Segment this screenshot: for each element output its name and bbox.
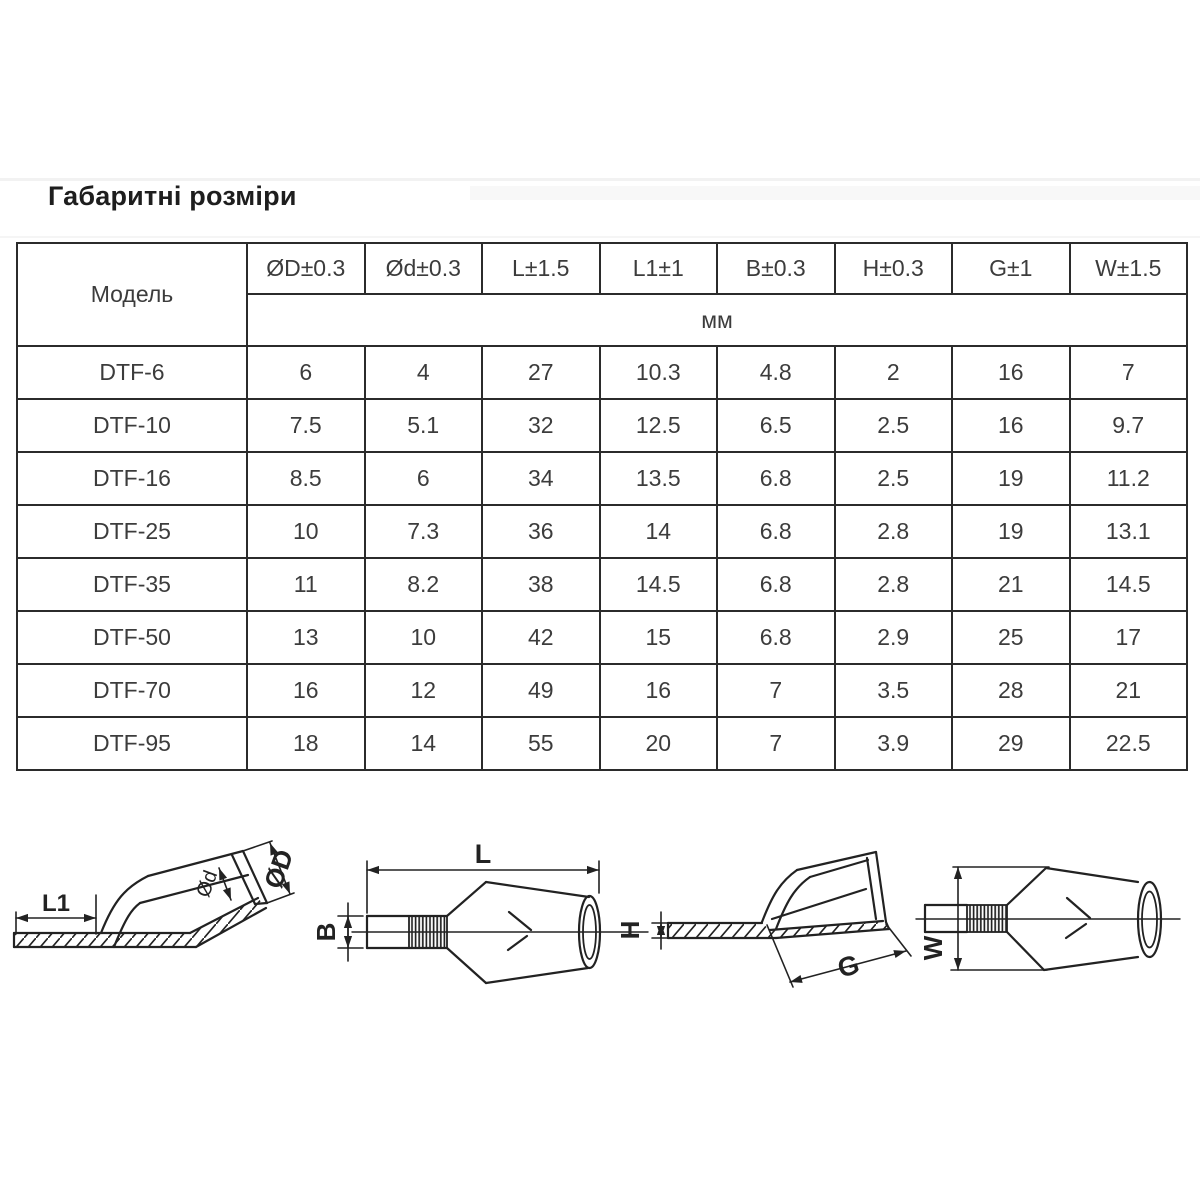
value-cell: 6.8 [717,558,835,611]
table-row-dtf-16 [17,452,1187,505]
value-cell: 6.8 [717,452,835,505]
label-w: W [918,935,948,961]
value-cell: 38 [482,558,600,611]
value-cell: 6.5 [717,399,835,452]
value-cell: 2.5 [835,399,953,452]
table-row-dtf-6 [17,346,1187,399]
value-cell: 14 [365,717,483,770]
model-cell: DTF-95 [17,717,247,770]
value-cell: 4 [365,346,483,399]
dim-header-1: Ød±0.3 [365,243,483,294]
dim-header-7: W±1.5 [1070,243,1188,294]
model-cell: DTF-35 [17,558,247,611]
page-title: Габаритні розміри [48,181,297,211]
value-cell: 3.9 [835,717,953,770]
value-cell: 55 [482,717,600,770]
value-cell: 13 [247,611,365,664]
value-cell: 6 [365,452,483,505]
value-cell: 11.2 [1070,452,1188,505]
value-cell: 17 [1070,611,1188,664]
value-cell: 49 [482,664,600,717]
value-cell: 18 [247,717,365,770]
value-cell: 36 [482,505,600,558]
value-cell: 28 [952,664,1070,717]
table-row-dtf-95 [17,717,1187,770]
label-g: G [834,949,863,984]
value-cell: 16 [952,399,1070,452]
value-cell: 6.8 [717,505,835,558]
value-cell: 42 [482,611,600,664]
dim-header-2: L±1.5 [482,243,600,294]
value-cell: 8.5 [247,452,365,505]
value-cell: 3.5 [835,664,953,717]
value-cell: 16 [247,664,365,717]
label-d-outer: ØD [257,845,300,893]
table-row-dtf-50 [17,611,1187,664]
diagram-side-view-right [652,852,911,987]
value-cell: 34 [482,452,600,505]
value-cell: 6 [247,346,365,399]
value-cell: 10 [365,611,483,664]
model-cell: DTF-6 [17,346,247,399]
table-row-dtf-10 [17,399,1187,452]
model-cell: DTF-70 [17,664,247,717]
dim-header-4: B±0.3 [717,243,835,294]
value-cell: 7 [717,717,835,770]
model-cell: DTF-50 [17,611,247,664]
value-cell: 8.2 [365,558,483,611]
label-l1: L1 [41,890,71,917]
value-cell: 11 [247,558,365,611]
value-cell: 14.5 [1070,558,1188,611]
value-cell: 21 [952,558,1070,611]
value-cell: 20 [600,717,718,770]
value-cell: 13.1 [1070,505,1188,558]
table-row-dtf-70 [17,664,1187,717]
value-cell: 12.5 [600,399,718,452]
dimensions-table [16,242,1188,771]
technical-diagrams [0,835,1200,1075]
value-cell: 2.8 [835,505,953,558]
value-cell: 22.5 [1070,717,1188,770]
value-cell: 16 [600,664,718,717]
value-cell: 27 [482,346,600,399]
label-l: L [474,839,492,869]
value-cell: 14.5 [600,558,718,611]
value-cell: 15 [600,611,718,664]
value-cell: 5.1 [365,399,483,452]
dim-header-6: G±1 [952,243,1070,294]
value-cell: 4.8 [717,346,835,399]
value-cell: 14 [600,505,718,558]
diagram-top-view-right [916,867,1180,970]
page-artifact-band [0,236,1200,238]
value-cell: 10 [247,505,365,558]
value-cell: 9.7 [1070,399,1188,452]
value-cell: 7 [1070,346,1188,399]
page-artifact-band [470,186,1200,200]
value-cell: 29 [952,717,1070,770]
value-cell: 13.5 [600,452,718,505]
label-d-inner: Ød [192,867,223,901]
header-row [17,243,1187,294]
model-column-header: Модель [17,243,247,346]
table-row-dtf-35 [17,558,1187,611]
value-cell: 10.3 [600,346,718,399]
unit-cell: мм [247,294,1187,346]
value-cell: 7.3 [365,505,483,558]
value-cell: 19 [952,452,1070,505]
dim-header-0: ØD±0.3 [247,243,365,294]
value-cell: 7 [717,664,835,717]
value-cell: 6.8 [717,611,835,664]
table-body [17,346,1187,770]
table-row-dtf-25 [17,505,1187,558]
value-cell: 19 [952,505,1070,558]
value-cell: 7.5 [247,399,365,452]
table-header [17,243,1187,346]
model-cell: DTF-10 [17,399,247,452]
value-cell: 2.9 [835,611,953,664]
value-cell: 2.5 [835,452,953,505]
value-cell: 2 [835,346,953,399]
diagram-top-view-left [338,861,648,983]
value-cell: 32 [482,399,600,452]
value-cell: 25 [952,611,1070,664]
label-h: H [615,920,645,940]
value-cell: 16 [952,346,1070,399]
label-b: B [311,922,341,942]
dim-header-3: L1±1 [600,243,718,294]
value-cell: 12 [365,664,483,717]
dim-header-5: H±0.3 [835,243,953,294]
value-cell: 2.8 [835,558,953,611]
model-cell: DTF-16 [17,452,247,505]
model-cell: DTF-25 [17,505,247,558]
value-cell: 21 [1070,664,1188,717]
